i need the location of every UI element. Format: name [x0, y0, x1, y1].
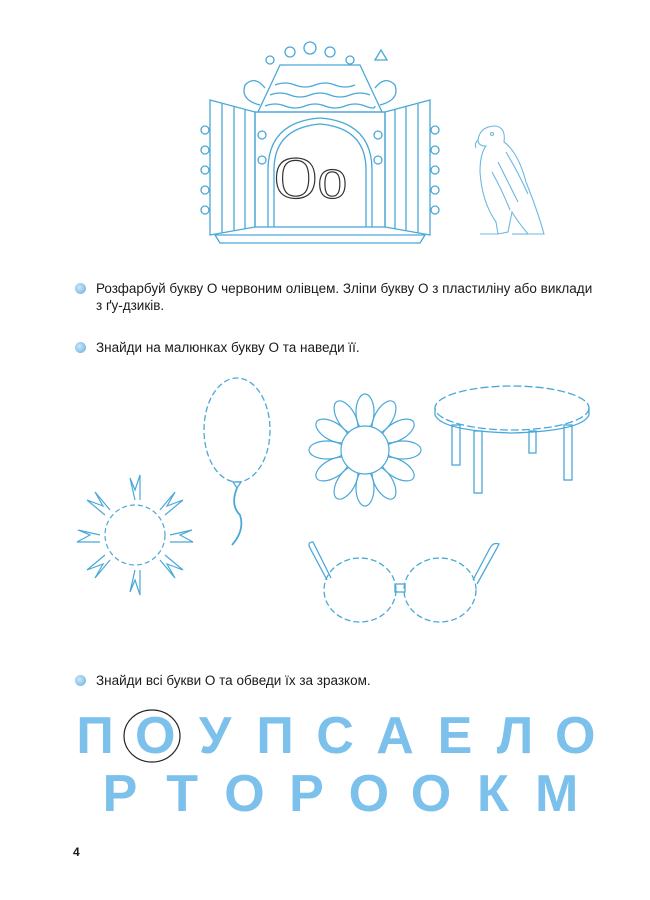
task-1 — [75, 280, 596, 314]
bullet-icon — [75, 675, 86, 686]
letter[interactable]: К — [476, 765, 509, 823]
bullet-icon — [75, 283, 86, 294]
window-illustration — [200, 40, 440, 245]
glasses-picture — [305, 540, 505, 625]
letter-row-2 — [100, 765, 579, 823]
flower-picture — [310, 395, 420, 505]
letter[interactable]: О — [410, 765, 452, 823]
task-1-text: Розфарбуй букву О червоним олівцем. Зліпи букву О з пластиліну або виклади з ґу-дзиків. — [96, 281, 593, 313]
letter[interactable]: Р — [102, 765, 138, 823]
letter[interactable]: П — [76, 707, 114, 765]
letter[interactable]: С — [316, 707, 354, 765]
letter[interactable]: Е — [437, 707, 473, 765]
task-3 — [75, 672, 596, 689]
sample-circle-mark — [122, 708, 182, 764]
letter[interactable]: Л — [496, 707, 534, 765]
task-2-text: Знайди на малюнках букву О та наведи її. — [96, 340, 360, 355]
letter[interactable]: О — [555, 707, 596, 765]
letter[interactable]: Т — [166, 765, 199, 823]
table-picture — [432, 383, 592, 498]
letter[interactable]: О — [348, 765, 390, 823]
window-letters: Oo — [274, 145, 348, 211]
letter[interactable]: О — [224, 765, 265, 823]
letter[interactable]: П — [256, 707, 294, 765]
letter[interactable]: У — [198, 707, 232, 765]
task-3-text: Знайди всі букви О та обведи їх за зразком. — [96, 673, 371, 688]
sun-picture — [75, 470, 195, 600]
task-2 — [75, 339, 596, 356]
letter[interactable]: М — [534, 765, 579, 823]
letter[interactable]: А — [376, 707, 414, 765]
bullet-icon — [75, 342, 86, 353]
letter[interactable]: Р — [289, 765, 324, 823]
eagle-illustration — [468, 122, 548, 240]
balloon-picture — [200, 375, 275, 555]
page-number: 4 — [73, 845, 80, 859]
letter-circled-sample[interactable]: О — [135, 707, 176, 765]
